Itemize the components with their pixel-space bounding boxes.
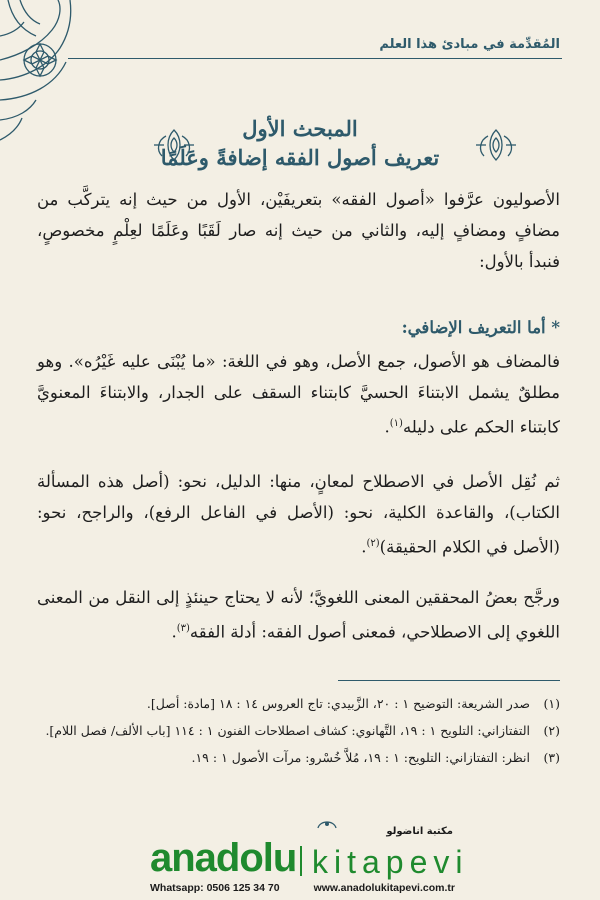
section-heading xyxy=(0,115,600,173)
footnote-text: انظر: التفتازاني: التلويح: ١ : ١٩، مُلاَّ خُسْرو: مرآت الأصول ١ : ١٩. xyxy=(191,750,530,765)
header-rule xyxy=(68,58,562,59)
paragraph-3: ثم نُقِل الأصل في الاصطلاح لمعانٍ، منها: الدليل، نحو: (أصل هذه المسألة الكتاب)، والقاعدة الكلية، نحو: (الأصل في الفاعل الرفع)، والراجح، نحو: (الأصل في الكلام الحقيقة)$^{(٢)}$. xyxy=(37,472,560,557)
paragraph-2-text: فالمضاف هو الأصول، جمع الأصل، وهو في اللغة: «ما يُبْنَى عليه غَيْرُه». وهو مطلقٌ يشمل الابتناءَ الحسيَّ كابتناء السقف على الجدار، والابتناءَ المعنويَّ كابتناء الحكم على دليله xyxy=(37,352,560,437)
subheading-idafi: * أما التعريف الإضافي: xyxy=(401,318,560,337)
footnotes xyxy=(37,692,560,773)
footnote-ref-3: (٣) xyxy=(176,623,190,634)
section-heading-line1: المبحث الأول xyxy=(242,116,358,141)
brand-contact-line xyxy=(150,882,455,894)
website-url: www.anadolukitapevi.com.tr xyxy=(313,882,455,894)
paragraph-1: الأصوليون عرَّفوا «أصول الفقه» بتعريفَيْن، الأول من حيث إنه يتركَّب من مضافٍ ومضافٍ إليه، والثاني من حيث إنه صار لَقَبًا وعَلَمًا لعِلْمٍ مخصوصٍ، فنبدأ بالأول: xyxy=(37,190,560,271)
whatsapp-number: Whatsapp: 0506 125 34 70 xyxy=(150,882,280,894)
footnote-ref-1: (١) xyxy=(389,418,403,429)
footnote-rule xyxy=(338,680,560,681)
footnote-text: التفتازاني: التلويح ١ : ١٩، التَّهانوي: كشاف اصطلاحات الفنون ١ : ١١٤ [باب الألف/ فصل اللام]. xyxy=(45,723,530,738)
footnote-3 xyxy=(37,746,560,769)
paragraph-3-text: ثم نُقِل الأصل في الاصطلاح لمعانٍ، منها: الدليل، نحو: (أصل هذه المسألة الكتاب)، والقاعدة الكلية، نحو: (الأصل في الفاعل الرفع)، والراجح، نحو: (الأصل في الكلام الحقيقة) xyxy=(37,472,560,557)
watermark-banner xyxy=(148,826,469,894)
paragraph-2: فالمضاف هو الأصول، جمع الأصل، وهو في اللغة: «ما يُبْنَى عليه غَيْرُه». وهو مطلقٌ يشمل الابتناءَ الحسيَّ كابتناء السقف على الجدار، والابتناءَ المعنويَّ كابتناء الحكم على دليله$^{(١)}$. xyxy=(37,352,560,437)
brand-divider xyxy=(300,846,302,876)
footnote-1 xyxy=(37,692,560,715)
brand-kitapevi-logo: kitapevi xyxy=(312,844,469,880)
footnote-text: صدر الشريعة: التوضيح ١ : ٢٠، الزَّبيدي: تاج العروس ١٤ : ١٨ [مادة: أصل]. xyxy=(146,696,530,711)
paragraph-4-text: ورجَّح بعضُ المحققين المعنى اللغويَّ؛ لأنه لا يحتاج حينئذٍ إلى النقل من المعنى اللغوي إلى الاصطلاحي، فمعنى أصول الفقه: أدلة الفقه xyxy=(37,588,560,642)
section-heading-line2: تعريف أصول الفقه إضافةً وعَلَمًا xyxy=(160,145,440,170)
footnote-ref-2: (٢) xyxy=(366,538,380,549)
footnote-2 xyxy=(37,719,560,742)
running-header-title: المُقدِّمة في مبادئ هذا العلم xyxy=(379,37,560,52)
footnote-number: (١) xyxy=(543,696,560,711)
brand-arabic-label: مكتبة اناضولو xyxy=(386,826,453,837)
footnote-number: (٢) xyxy=(543,723,560,738)
paragraph-4: ورجَّح بعضُ المحققين المعنى اللغويَّ؛ لأنه لا يحتاج حينئذٍ إلى النقل من المعنى اللغوي إلى الاصطلاحي، فمعنى أصول الفقه: أدلة الفقه$^{(٣)}$. xyxy=(37,588,560,642)
brand-anadolu-logo: anadolu xyxy=(150,836,297,880)
footnote-number: (٣) xyxy=(543,750,560,765)
